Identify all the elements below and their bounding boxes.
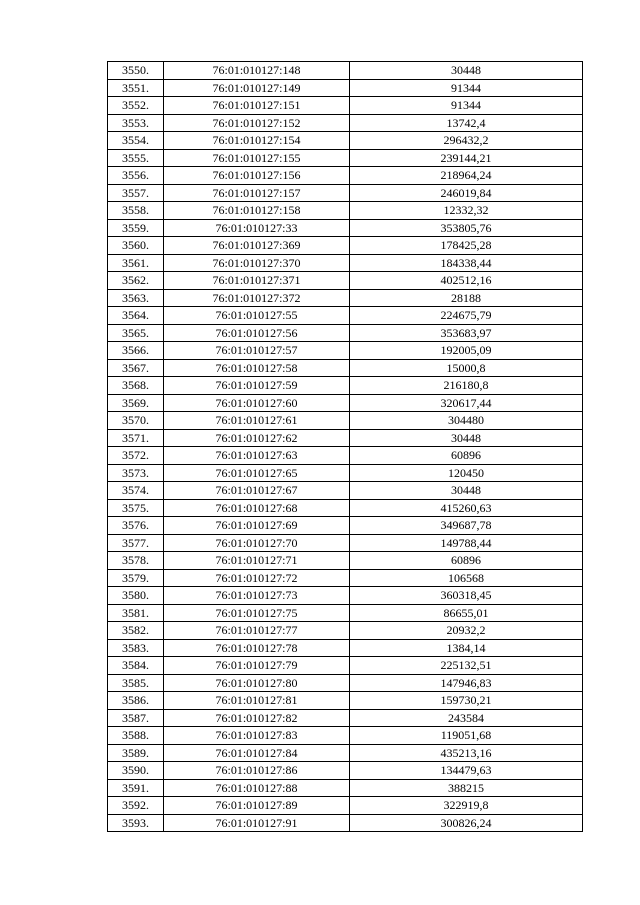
value-cell: 30448 (350, 482, 583, 500)
table-row (108, 412, 583, 430)
cadastral-number-cell: 76:01:010127:81 (164, 692, 350, 710)
cadastral-number-cell: 76:01:010127:369 (164, 237, 350, 255)
value-cell: 106568 (350, 569, 583, 587)
cadastral-number-cell: 76:01:010127:157 (164, 184, 350, 202)
value-cell: 239144,21 (350, 149, 583, 167)
row-number-cell: 3568. (108, 377, 164, 395)
value-cell: 296432,2 (350, 132, 583, 150)
table-row (108, 569, 583, 587)
table-row (108, 97, 583, 115)
table-row (108, 762, 583, 780)
value-cell: 13742,4 (350, 114, 583, 132)
value-cell: 1384,14 (350, 639, 583, 657)
row-number-cell: 3592. (108, 797, 164, 815)
cadastral-number-cell: 76:01:010127:69 (164, 517, 350, 535)
table-row (108, 184, 583, 202)
row-number-cell: 3562. (108, 272, 164, 290)
value-cell: 30448 (350, 62, 583, 80)
table-row (108, 727, 583, 745)
table-row (108, 167, 583, 185)
row-number-cell: 3554. (108, 132, 164, 150)
table-row (108, 272, 583, 290)
value-cell: 134479,63 (350, 762, 583, 780)
row-number-cell: 3569. (108, 394, 164, 412)
value-cell: 216180,8 (350, 377, 583, 395)
table-row (108, 79, 583, 97)
cadastral-number-cell: 76:01:010127:56 (164, 324, 350, 342)
value-cell: 91344 (350, 79, 583, 97)
row-number-cell: 3582. (108, 622, 164, 640)
table-body (108, 62, 583, 832)
cadastral-number-cell: 76:01:010127:71 (164, 552, 350, 570)
cadastral-number-cell: 76:01:010127:370 (164, 254, 350, 272)
row-number-cell: 3550. (108, 62, 164, 80)
table-row (108, 587, 583, 605)
table-row (108, 289, 583, 307)
row-number-cell: 3588. (108, 727, 164, 745)
row-number-cell: 3580. (108, 587, 164, 605)
cadastral-number-cell: 76:01:010127:148 (164, 62, 350, 80)
table-row (108, 237, 583, 255)
cadastral-number-cell: 76:01:010127:86 (164, 762, 350, 780)
row-number-cell: 3590. (108, 762, 164, 780)
cadastral-number-cell: 76:01:010127:55 (164, 307, 350, 325)
table-row (108, 132, 583, 150)
row-number-cell: 3559. (108, 219, 164, 237)
table-row (108, 464, 583, 482)
row-number-cell: 3566. (108, 342, 164, 360)
cadastral-number-cell: 76:01:010127:88 (164, 779, 350, 797)
cadastral-number-cell: 76:01:010127:84 (164, 744, 350, 762)
cadastral-number-cell: 76:01:010127:62 (164, 429, 350, 447)
table-row (108, 552, 583, 570)
value-cell: 360318,45 (350, 587, 583, 605)
value-cell: 28188 (350, 289, 583, 307)
value-cell: 320617,44 (350, 394, 583, 412)
row-number-cell: 3584. (108, 657, 164, 675)
cadastral-number-cell: 76:01:010127:75 (164, 604, 350, 622)
value-cell: 349687,78 (350, 517, 583, 535)
row-number-cell: 3585. (108, 674, 164, 692)
cadastral-number-cell: 76:01:010127:80 (164, 674, 350, 692)
row-number-cell: 3564. (108, 307, 164, 325)
table-row (108, 604, 583, 622)
cadastral-number-cell: 76:01:010127:59 (164, 377, 350, 395)
row-number-cell: 3552. (108, 97, 164, 115)
table-row (108, 482, 583, 500)
value-cell: 225132,51 (350, 657, 583, 675)
cadastral-number-cell: 76:01:010127:78 (164, 639, 350, 657)
value-cell: 178425,28 (350, 237, 583, 255)
cadastral-number-cell: 76:01:010127:77 (164, 622, 350, 640)
value-cell: 300826,24 (350, 814, 583, 832)
row-number-cell: 3574. (108, 482, 164, 500)
table-row (108, 692, 583, 710)
cadastral-number-cell: 76:01:010127:372 (164, 289, 350, 307)
value-cell: 243584 (350, 709, 583, 727)
table-row (108, 517, 583, 535)
table-row (108, 429, 583, 447)
value-cell: 388215 (350, 779, 583, 797)
table-row (108, 814, 583, 832)
value-cell: 435213,16 (350, 744, 583, 762)
table-row (108, 744, 583, 762)
row-number-cell: 3589. (108, 744, 164, 762)
table-row (108, 359, 583, 377)
row-number-cell: 3553. (108, 114, 164, 132)
row-number-cell: 3577. (108, 534, 164, 552)
cadastral-number-cell: 76:01:010127:158 (164, 202, 350, 220)
cadastral-number-cell: 76:01:010127:57 (164, 342, 350, 360)
table-row (108, 447, 583, 465)
table-row (108, 709, 583, 727)
row-number-cell: 3555. (108, 149, 164, 167)
value-cell: 12332,32 (350, 202, 583, 220)
table-row (108, 797, 583, 815)
cadastral-number-cell: 76:01:010127:73 (164, 587, 350, 605)
row-number-cell: 3583. (108, 639, 164, 657)
table-row (108, 674, 583, 692)
table-row (108, 394, 583, 412)
value-cell: 15000,8 (350, 359, 583, 377)
value-cell: 246019,84 (350, 184, 583, 202)
row-number-cell: 3572. (108, 447, 164, 465)
row-number-cell: 3563. (108, 289, 164, 307)
row-number-cell: 3570. (108, 412, 164, 430)
value-cell: 322919,8 (350, 797, 583, 815)
cadastral-number-cell: 76:01:010127:83 (164, 727, 350, 745)
row-number-cell: 3561. (108, 254, 164, 272)
value-cell: 91344 (350, 97, 583, 115)
table-row (108, 219, 583, 237)
row-number-cell: 3581. (108, 604, 164, 622)
table-row (108, 254, 583, 272)
table-row (108, 202, 583, 220)
cadastral-number-cell: 76:01:010127:154 (164, 132, 350, 150)
row-number-cell: 3586. (108, 692, 164, 710)
cadastral-number-cell: 76:01:010127:65 (164, 464, 350, 482)
row-number-cell: 3560. (108, 237, 164, 255)
value-cell: 60896 (350, 552, 583, 570)
value-cell: 304480 (350, 412, 583, 430)
row-number-cell: 3558. (108, 202, 164, 220)
row-number-cell: 3576. (108, 517, 164, 535)
row-number-cell: 3578. (108, 552, 164, 570)
row-number-cell: 3565. (108, 324, 164, 342)
table-row (108, 639, 583, 657)
row-number-cell: 3556. (108, 167, 164, 185)
cadastral-number-cell: 76:01:010127:89 (164, 797, 350, 815)
row-number-cell: 3575. (108, 499, 164, 517)
table-row (108, 307, 583, 325)
value-cell: 20932,2 (350, 622, 583, 640)
value-cell: 30448 (350, 429, 583, 447)
cadastral-number-cell: 76:01:010127:151 (164, 97, 350, 115)
table-row (108, 377, 583, 395)
table-row (108, 324, 583, 342)
cadastral-number-cell: 76:01:010127:68 (164, 499, 350, 517)
cadastral-number-cell: 76:01:010127:155 (164, 149, 350, 167)
row-number-cell: 3573. (108, 464, 164, 482)
value-cell: 402512,16 (350, 272, 583, 290)
cadastral-number-cell: 76:01:010127:72 (164, 569, 350, 587)
value-cell: 184338,44 (350, 254, 583, 272)
cadastral-number-cell: 76:01:010127:156 (164, 167, 350, 185)
value-cell: 218964,24 (350, 167, 583, 185)
row-number-cell: 3591. (108, 779, 164, 797)
cadastral-number-cell: 76:01:010127:60 (164, 394, 350, 412)
value-cell: 86655,01 (350, 604, 583, 622)
cadastral-value-table (107, 61, 583, 832)
value-cell: 353683,97 (350, 324, 583, 342)
table-row (108, 342, 583, 360)
row-number-cell: 3551. (108, 79, 164, 97)
row-number-cell: 3571. (108, 429, 164, 447)
cadastral-number-cell: 76:01:010127:58 (164, 359, 350, 377)
table-row (108, 149, 583, 167)
cadastral-number-cell: 76:01:010127:61 (164, 412, 350, 430)
table-row (108, 499, 583, 517)
table-row (108, 779, 583, 797)
value-cell: 149788,44 (350, 534, 583, 552)
row-number-cell: 3593. (108, 814, 164, 832)
row-number-cell: 3587. (108, 709, 164, 727)
value-cell: 159730,21 (350, 692, 583, 710)
cadastral-number-cell: 76:01:010127:70 (164, 534, 350, 552)
table-row (108, 622, 583, 640)
value-cell: 353805,76 (350, 219, 583, 237)
cadastral-number-cell: 76:01:010127:152 (164, 114, 350, 132)
row-number-cell: 3557. (108, 184, 164, 202)
row-number-cell: 3579. (108, 569, 164, 587)
value-cell: 119051,68 (350, 727, 583, 745)
cadastral-number-cell: 76:01:010127:33 (164, 219, 350, 237)
cadastral-number-cell: 76:01:010127:149 (164, 79, 350, 97)
table-row (108, 657, 583, 675)
cadastral-number-cell: 76:01:010127:79 (164, 657, 350, 675)
value-cell: 120450 (350, 464, 583, 482)
table-row (108, 62, 583, 80)
cadastral-number-cell: 76:01:010127:91 (164, 814, 350, 832)
value-cell: 147946,83 (350, 674, 583, 692)
cadastral-number-cell: 76:01:010127:67 (164, 482, 350, 500)
table-row (108, 114, 583, 132)
row-number-cell: 3567. (108, 359, 164, 377)
cadastral-number-cell: 76:01:010127:371 (164, 272, 350, 290)
table-row (108, 534, 583, 552)
value-cell: 192005,09 (350, 342, 583, 360)
value-cell: 224675,79 (350, 307, 583, 325)
value-cell: 415260,63 (350, 499, 583, 517)
cadastral-number-cell: 76:01:010127:82 (164, 709, 350, 727)
cadastral-number-cell: 76:01:010127:63 (164, 447, 350, 465)
value-cell: 60896 (350, 447, 583, 465)
